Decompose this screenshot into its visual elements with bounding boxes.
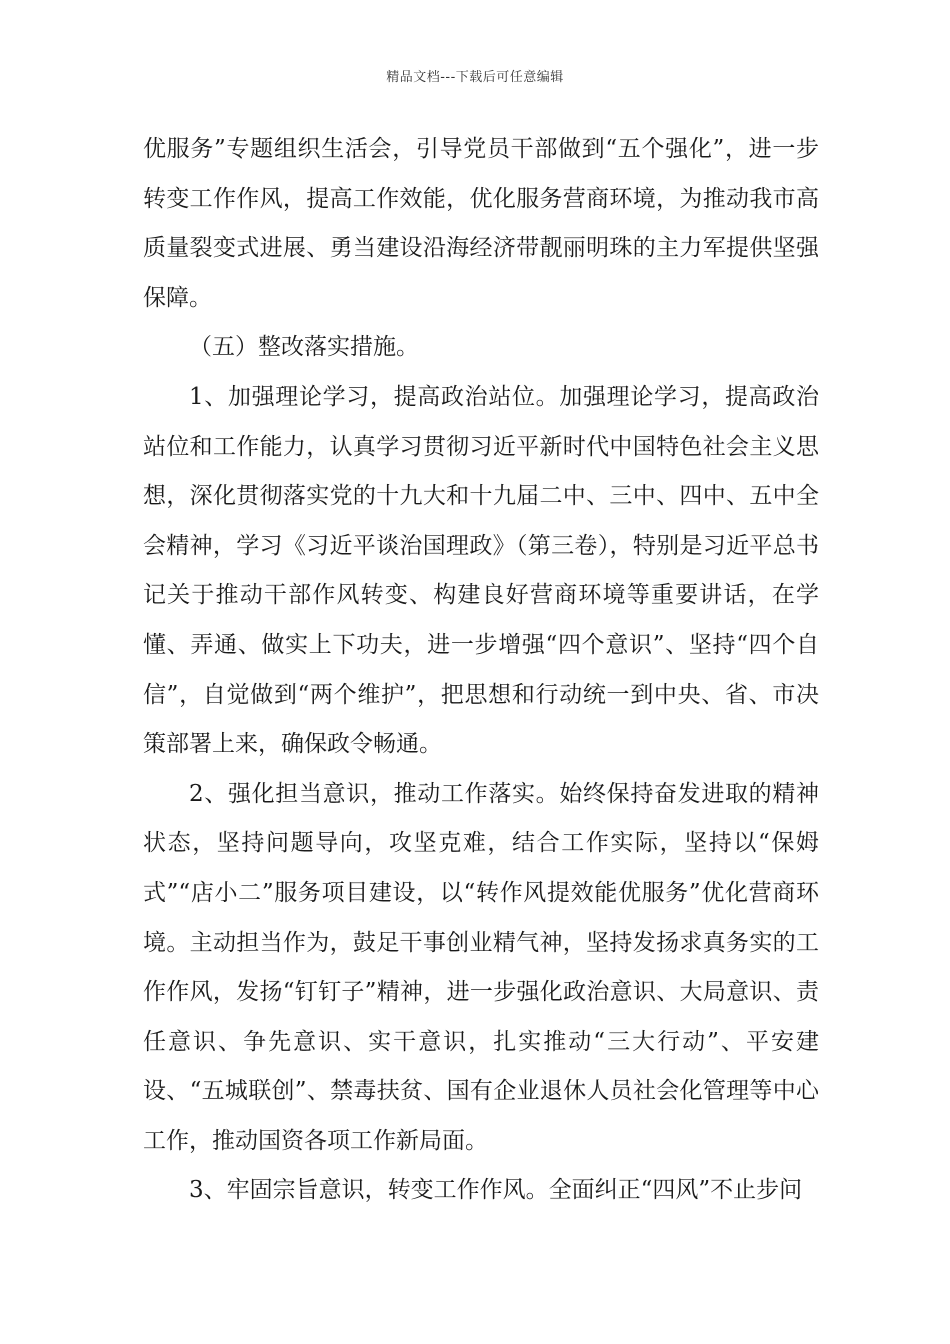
section-heading-5: （五）整改落实措施。 xyxy=(189,334,419,361)
paragraph-measure-1: 1、加强理论学习，提高政治站位。加强理论学习，提高政治站位和工作能力，认真学习贯彻习近平新时代中国特色社会主义思想，深化贯彻落实党的十九大和十九届二中、三中、四中、五中全会精神，学习《习近平谈治国理政》（第三卷），特别是习近平总书记关于推动干部作风转变、构建良好营商环境等重要讲话，在学懂、弄通、做实上下功夫，进一步增强“四个意识”、坚持“四个自信”，自觉做到“两个维护”，把思想和行动统一到中央、省、市决策部署上来，确保政令畅通。 xyxy=(143,383,819,758)
paragraph-continuation: 优服务”专题组织生活会，引导党员干部做到“五个强化”，进一步转变工作作风，提高工作效能，优化服务营商环境，为推动我市高质量裂变式进展、勇当建设沿海经济带靓丽明珠的主力军提供坚强保障。 xyxy=(143,136,819,311)
page-header: 精品文档---下载后可任意编辑 xyxy=(386,70,564,85)
paragraph-measure-2: 2、强化担当意识，推动工作落实。始终保持奋发进取的精神状态，坚持问题导向，攻坚克难，结合工作实际，坚持以“保姆式”“店小二”服务项目建设，以“转作风提效能优服务”优化营商环境。主动担当作为，鼓足干事创业精气神，坚持发扬求真务实的工作作风，发扬“钉钉子”精神，进一步强化政治意识、大局意识、责任意识、争先意识、实干意识，扎实推动“三大行动”、平安建设、“五城联创”、禁毒扶贫、国有企业退休人员社会化管理等中心工作，推动国资各项工作新局面。 xyxy=(143,780,819,1154)
document-body xyxy=(143,125,819,1216)
paragraph-measure-3: 3、牢固宗旨意识，转变工作作风。全面纠正“四风”不止步问 xyxy=(189,1177,803,1204)
